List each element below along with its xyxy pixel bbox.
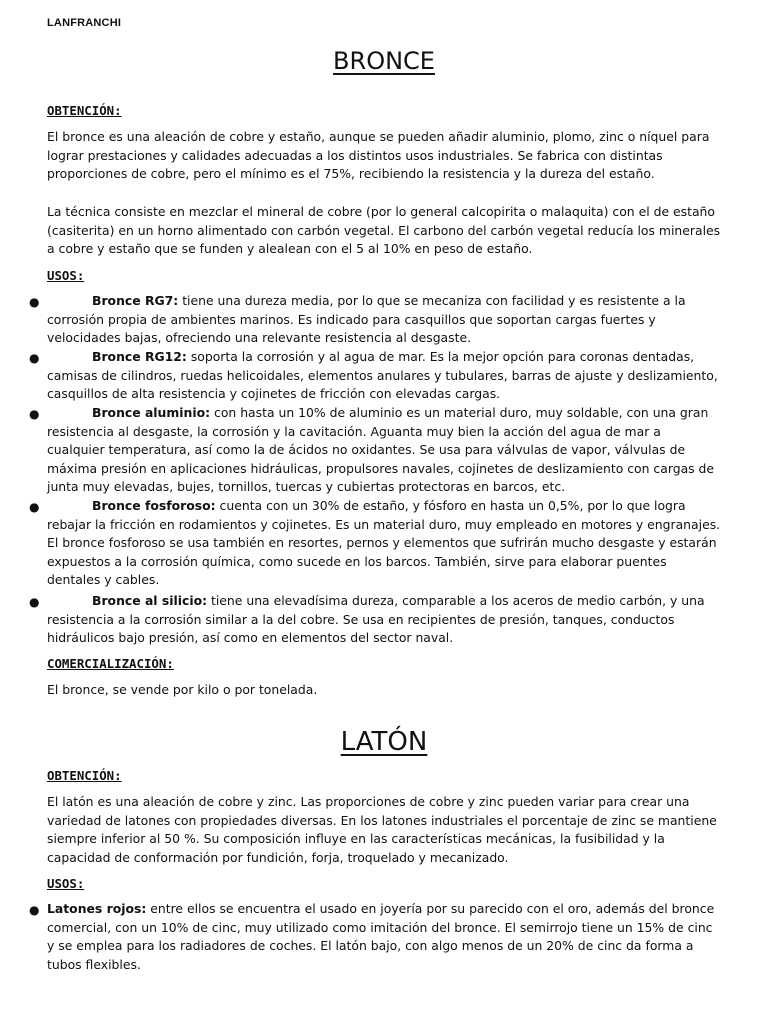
bullet-dot: ● bbox=[29, 407, 40, 421]
list-item-bronce-rg7 bbox=[47, 292, 722, 348]
bullet-dot: ● bbox=[29, 295, 40, 309]
bullet-dot: ● bbox=[29, 500, 40, 514]
section-title-laton: LATÓN bbox=[340, 727, 428, 757]
list-item-lead: Bronce fosforoso: bbox=[92, 498, 216, 513]
list-item-text: cuenta con un 30% de estaño, y fósforo en hasta un 0,5%, por lo que logra rebajar la fricción en rodamientos y cojinetes. Es un material duro, muy empleado en motores y engranajes. El bronce fosforoso se usa también en resortes, pernos y elementos que sufrirán mucho desgaste y estarán expuestos a la corrosión química, como sucede en los barcos. También, sirve para elaborar puentes dentales y cables. bbox=[47, 498, 721, 588]
heading-obtencion-laton: OBTENCIÓN: bbox=[47, 768, 122, 783]
list-item-lead: Bronce al silicio: bbox=[92, 593, 208, 608]
bullet-dot: ● bbox=[29, 351, 40, 365]
list-item-lead: Bronce RG7: bbox=[92, 293, 179, 308]
list-item-bronce-aluminio bbox=[47, 404, 722, 497]
heading-comercializacion: COMERCIALIZACIÓN: bbox=[47, 656, 174, 671]
list-item-lead: Bronce RG12: bbox=[92, 349, 187, 364]
heading-usos-bronce: USOS: bbox=[47, 268, 85, 283]
paragraph-obtencion-laton: El latón es una aleación de cobre y zinc. Las proporciones de cobre y zinc pueden variar para crear una variedad de latones con propiedades diversas. En los latones industriales el porcentaje de zinc se mantiene siempre inferior al 50 %. Su composición influye en las características mecánicas, la fusibilidad y la capacidad de conformación por fundición, forja, troquelado y mecanizado. bbox=[47, 794, 717, 865]
author-name: LANFRANCHI bbox=[47, 17, 122, 29]
list-item-text: con hasta un 10% de aluminio es un material duro, muy soldable, con una gran resistencia al desgaste, la corrosión y la cavitación. Aguanta muy bien la acción del agua de mar a cualquier temperatura, así como la de ácidos no oxidantes. Se usa para válvulas de vapor, válvulas de máxima presión en aplicaciones hidráulicas, propulsores navales, cojinetes de deslizamiento con cargas de junta muy elevadas, bujes, tornillos, tuercas y cubiertas protectoras en barcos, etc. bbox=[47, 405, 715, 495]
paragraph-obtencion-bronce-2: La técnica consiste en mezclar el mineral de cobre (por lo general calcopirita o malaquita) con el de estaño (casiterita) en un horno alimentado con carbón vegetal. El carbono del carbón vegetal reducía los minerales a cobre y estaño que se funden y alealean con el 5 al 10% en peso de estaño. bbox=[47, 204, 721, 257]
bullet-dot: ● bbox=[29, 595, 40, 609]
list-item-latones-rojos bbox=[47, 900, 722, 974]
heading-usos-laton: USOS: bbox=[47, 876, 85, 891]
list-item-bronce-fosforoso bbox=[47, 497, 722, 590]
list-item-bronce-silicio bbox=[47, 592, 722, 648]
list-item-text: soporta la corrosión y al agua de mar. Es la mejor opción para coronas dentadas, camisas de cilindros, ruedas helicoidales, elementos anulares y tubulares, barras de ajuste y deslizamiento, casquillos de alta resistencia y cojinetes de fricción con elevadas cargas. bbox=[47, 349, 718, 402]
paragraph-comercializacion: El bronce, se vende por kilo o por tonelada. bbox=[47, 682, 318, 697]
list-item-lead: Bronce aluminio: bbox=[92, 405, 211, 420]
section-title-bronce: BRONCE bbox=[333, 47, 435, 75]
heading-obtencion-bronce: OBTENCIÓN: bbox=[47, 103, 122, 118]
list-item-text: entre ellos se encuentra el usado en joyería por su parecido con el oro, además del bronce comercial, con un 10% de cinc, muy utilizado como imitación del bronce. El semirrojo tiene un 15% de cinc y se emplea para los radiadores de coches. El latón bajo, con algo menos de un 20% de cinc da forma a tubos flexibles. bbox=[47, 901, 715, 972]
list-item-bronce-rg12 bbox=[47, 348, 722, 404]
list-item-lead: Latones rojos: bbox=[47, 901, 147, 916]
paragraph-obtencion-bronce-1: El bronce es una aleación de cobre y estaño, aunque se pueden añadir aluminio, plomo, zinc o níquel para lograr prestaciones y calidades adecuadas a los distintos usos industriales. Se fabrica con distintas proporciones de cobre, pero el mínimo es el 75%, recibiendo la resistencia y la dureza del estaño. bbox=[47, 129, 710, 182]
list-item-text: tiene una dureza media, por lo que se mecaniza con facilidad y es resistente a la corrosión propia de ambientes marinos. Es indicado para casquillos que soportan cargas fuertes y velocidades bajas, ofreciendo una relevante resistencia al desgaste. bbox=[47, 293, 686, 346]
bullet-dot: ● bbox=[29, 903, 40, 917]
list-item-text: tiene una elevadísima dureza, comparable a los aceros de medio carbón, y una resistencia a la corrosión similar a la del cobre. Se usa en recipientes de presión, tanques, conductos hidráulicos bajo presión, así como en elementos del sector naval. bbox=[47, 593, 705, 646]
